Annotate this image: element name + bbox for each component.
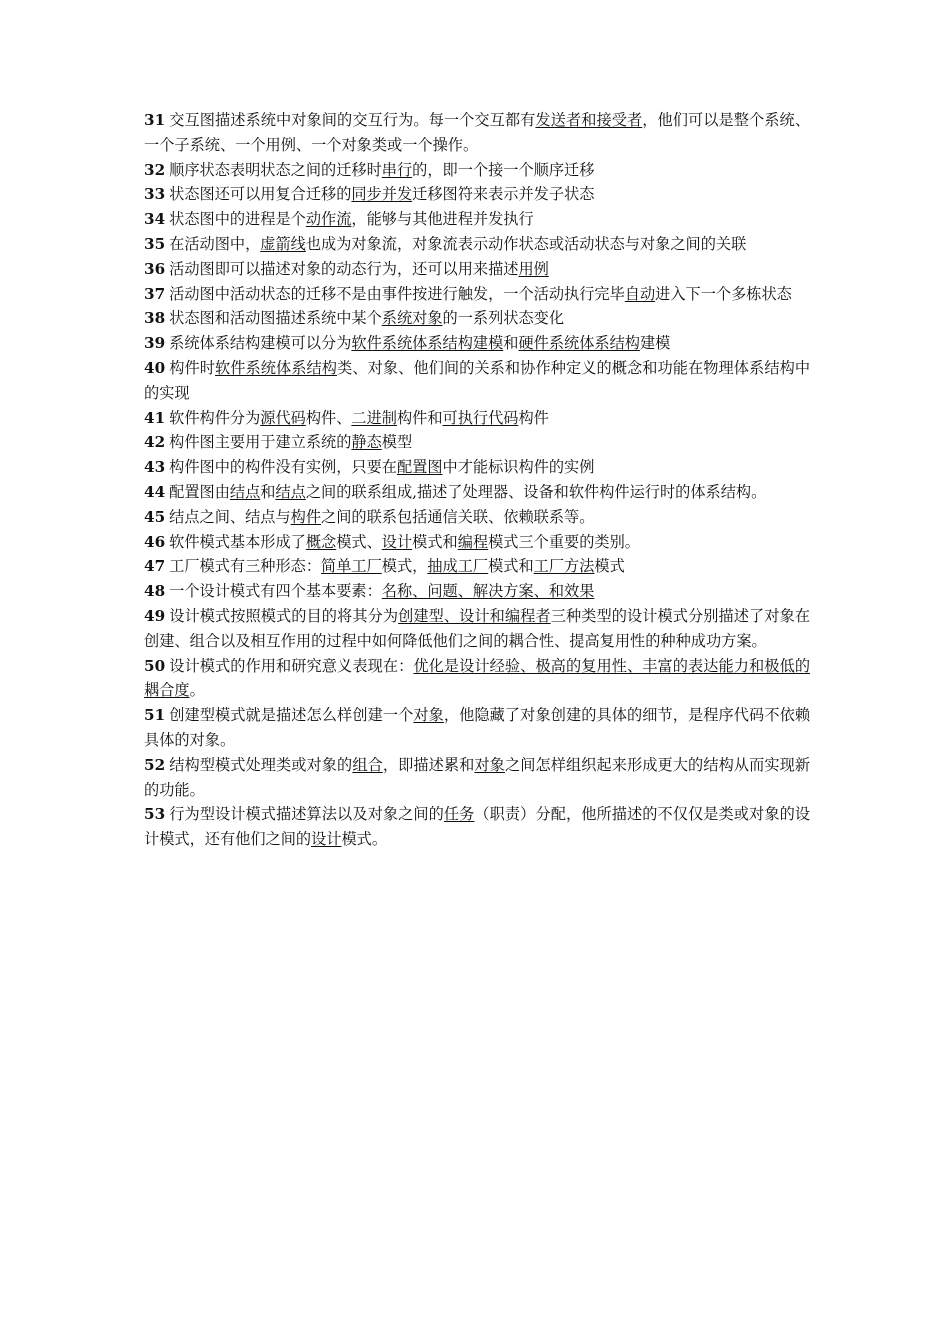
list-item bbox=[144, 703, 810, 753]
underlined-answer: 系统对象 bbox=[381, 309, 443, 328]
list-item bbox=[144, 306, 810, 331]
item-text: 的一系列状态变化 bbox=[442, 309, 565, 328]
underlined-answer: 配置图 bbox=[396, 458, 443, 477]
item-text: 模型 bbox=[381, 433, 413, 452]
item-text: 模式和 bbox=[412, 532, 458, 551]
underlined-answer: 结点 bbox=[275, 482, 306, 501]
underlined-answer: 源代码 bbox=[260, 408, 306, 427]
list-item bbox=[144, 802, 810, 852]
list-item bbox=[144, 530, 810, 555]
item-number: 41 bbox=[144, 408, 166, 427]
underlined-answer: 对象 bbox=[474, 755, 505, 774]
underlined-answer: 名称、问题、解决方案、和效果 bbox=[381, 582, 595, 601]
item-number: 45 bbox=[144, 507, 166, 526]
item-text: 创建型模式就是描述怎么样创建一个 bbox=[169, 706, 414, 725]
item-number: 32 bbox=[144, 160, 166, 179]
item-number: 46 bbox=[144, 532, 166, 551]
list-item bbox=[144, 654, 810, 704]
item-text: ，即描述累和 bbox=[382, 755, 475, 774]
underlined-answer: 静态 bbox=[351, 433, 382, 452]
item-text: 系统体系结构建模可以分为 bbox=[169, 334, 352, 353]
item-text: 交互图描述系统中对象间的交互行为。每一个交互都有 bbox=[169, 111, 536, 129]
item-number: 43 bbox=[144, 458, 166, 477]
item-text: 构件 bbox=[518, 408, 549, 427]
item-text: 构件、 bbox=[305, 408, 352, 427]
underlined-answer: 串行 bbox=[381, 160, 413, 179]
item-text: 类、对象、他们间的关系和协作种定义的概念和功能在物理体系结构中的实现 bbox=[144, 358, 811, 402]
item-text: 迁移图符来表示并发子状态 bbox=[412, 185, 595, 204]
item-text: 构件和 bbox=[396, 408, 443, 427]
underlined-answer: 动作流 bbox=[305, 210, 352, 229]
underlined-answer: 抽成工厂 bbox=[427, 557, 489, 576]
item-text: 软件模式基本形成了 bbox=[169, 532, 306, 551]
item-text: 模式、 bbox=[336, 532, 382, 551]
list-item bbox=[144, 554, 810, 579]
list-item bbox=[144, 331, 810, 356]
item-number: 47 bbox=[144, 557, 166, 576]
underlined-answer: 发送者和接受者 bbox=[535, 111, 643, 129]
item-text: 也成为对象流，对象流表示动作状态或活动状态与对象之间的关联 bbox=[305, 234, 747, 253]
list-item bbox=[144, 282, 810, 307]
item-text: 模式 bbox=[594, 557, 625, 576]
underlined-answer: 概念 bbox=[305, 532, 337, 551]
item-number: 50 bbox=[144, 656, 166, 675]
underlined-answer: 二进制 bbox=[351, 408, 397, 427]
item-text: 中才能标识构件的实例 bbox=[442, 458, 595, 477]
item-text: 建模 bbox=[639, 334, 671, 353]
underlined-answer: 软件系统体系结构建模 bbox=[351, 334, 504, 353]
list-item bbox=[144, 604, 810, 654]
item-text: 活动图中活动状态的迁移不是由事件按进行触发，一个活动执行完毕 bbox=[169, 284, 625, 303]
item-text: 顺序状态表明状态之间的迁移时 bbox=[169, 160, 382, 179]
item-text: ，能够与其他进程并发执行 bbox=[351, 210, 534, 229]
item-number: 44 bbox=[144, 482, 166, 501]
underlined-answer: 可执行代码 bbox=[442, 408, 519, 427]
item-text: ，他隐藏了对象创建的具体的细节，是程序代码不依赖具体的对象。 bbox=[144, 706, 811, 749]
list-item bbox=[144, 108, 810, 158]
item-number: 42 bbox=[144, 433, 166, 452]
list-item bbox=[144, 356, 810, 406]
item-text: 工厂模式有三种形态： bbox=[169, 557, 322, 576]
list-item bbox=[144, 257, 810, 282]
underlined-answer: 自动 bbox=[624, 284, 656, 303]
list-item bbox=[144, 480, 810, 505]
item-text: 状态图中的进程是个 bbox=[169, 210, 306, 229]
underlined-answer: 构件 bbox=[290, 507, 322, 526]
item-text: 三种类型的设计模式分别描述了对象在创建、组合以及相互作用的过程中如何降低他们之间的耦合性、提高复用性的种种成功方案。 bbox=[144, 606, 811, 650]
item-text: 在活动图中， bbox=[169, 234, 261, 253]
item-number: 39 bbox=[144, 334, 166, 353]
list-item bbox=[144, 753, 810, 803]
item-text: 和 bbox=[260, 482, 276, 501]
item-text: （职责）分配，他所描述的不仅仅是类或对象的设计模式，还有他们之间的 bbox=[144, 805, 811, 849]
underlined-answer: 同步并发 bbox=[351, 185, 413, 204]
item-number: 48 bbox=[144, 582, 166, 601]
item-number: 34 bbox=[144, 210, 166, 229]
underlined-answer: 编程 bbox=[457, 532, 489, 551]
item-text: 构件时 bbox=[169, 358, 215, 377]
item-text: 模式三个重要的类别。 bbox=[488, 532, 640, 551]
list-item bbox=[144, 207, 810, 232]
item-text: 之间怎样组织起来形成更大的结构从而实现新的功能。 bbox=[144, 755, 811, 799]
item-number: 33 bbox=[144, 185, 166, 204]
list-item bbox=[144, 455, 810, 480]
item-text: 配置图由 bbox=[169, 482, 230, 501]
underlined-answer: 简单工厂 bbox=[321, 557, 382, 576]
list-item bbox=[144, 406, 810, 431]
list-item bbox=[144, 232, 810, 257]
item-text: 软件构件分为 bbox=[169, 408, 261, 427]
item-text: 模式， bbox=[381, 557, 428, 576]
item-text: 模式和 bbox=[488, 557, 534, 576]
item-number: 35 bbox=[144, 234, 166, 253]
underlined-answer: 用例 bbox=[518, 259, 549, 278]
underlined-answer: 软件系统体系结构 bbox=[215, 358, 338, 377]
item-text: 模式。 bbox=[341, 830, 387, 849]
item-text: 状态图还可以用复合迁移的 bbox=[169, 185, 352, 204]
item-text: 之间的联系包括通信关联、依赖联系等。 bbox=[321, 507, 595, 526]
underlined-answer: 工厂方法 bbox=[533, 557, 595, 576]
item-text: 构件图中的构件没有实例，只要在 bbox=[169, 458, 397, 477]
item-text: 进入下一个多栋状态 bbox=[655, 284, 792, 303]
item-number: 37 bbox=[144, 284, 166, 303]
item-number: 51 bbox=[144, 706, 166, 725]
item-text: 。 bbox=[189, 681, 205, 700]
list-item bbox=[144, 430, 810, 455]
underlined-answer: 设计 bbox=[311, 830, 342, 849]
list-item bbox=[144, 182, 810, 207]
item-text: 的，即一个接一个顺序迁移 bbox=[412, 160, 595, 179]
item-text: 状态图和活动图描述系统中某个 bbox=[169, 309, 382, 328]
item-number: 31 bbox=[144, 111, 166, 129]
list-item bbox=[144, 158, 810, 183]
item-number: 36 bbox=[144, 259, 166, 278]
document-page bbox=[144, 108, 810, 852]
underlined-answer: 对象 bbox=[413, 706, 444, 725]
underlined-answer: 创建型、设计和编程者 bbox=[398, 606, 551, 625]
item-text: 设计模式按照模式的目的将其分为 bbox=[169, 606, 399, 625]
list-item bbox=[144, 579, 810, 604]
item-text: ，他们可以是整个系统、一个子系统、一个用例、一个对象类或一个操作。 bbox=[144, 111, 811, 154]
item-text: 和 bbox=[503, 334, 519, 353]
item-text: 设计模式的作用和研究意义表现在： bbox=[169, 656, 414, 675]
item-number: 49 bbox=[144, 606, 166, 625]
item-text: 行为型设计模式描述算法以及对象之间的 bbox=[169, 805, 444, 824]
underlined-answer: 任务 bbox=[443, 805, 475, 824]
item-text: 之间的联系组成,描述了处理器、设备和软件构件运行时的体系结构。 bbox=[305, 482, 767, 501]
underlined-answer: 结点 bbox=[229, 482, 261, 501]
item-number: 52 bbox=[144, 755, 166, 774]
underlined-answer: 优化是设计经验、极高的复用性、丰富的表达能力和极低的耦合度 bbox=[144, 656, 811, 700]
underlined-answer: 设计 bbox=[381, 532, 413, 551]
item-text: 结构型模式处理类或对象的 bbox=[169, 755, 353, 774]
item-number: 40 bbox=[144, 358, 166, 377]
item-text: 一个设计模式有四个基本要素： bbox=[169, 582, 382, 601]
list-item bbox=[144, 505, 810, 530]
underlined-answer: 组合 bbox=[352, 755, 383, 774]
item-number: 38 bbox=[144, 309, 166, 328]
underlined-answer: 硬件系统体系结构 bbox=[518, 334, 640, 353]
item-text: 活动图即可以描述对象的动态行为，还可以用来描述 bbox=[169, 259, 519, 278]
item-number: 53 bbox=[144, 805, 166, 824]
item-text: 结点之间、结点与 bbox=[169, 507, 291, 526]
underlined-answer: 虚箭线 bbox=[260, 234, 306, 253]
item-text: 构件图主要用于建立系统的 bbox=[169, 433, 352, 452]
